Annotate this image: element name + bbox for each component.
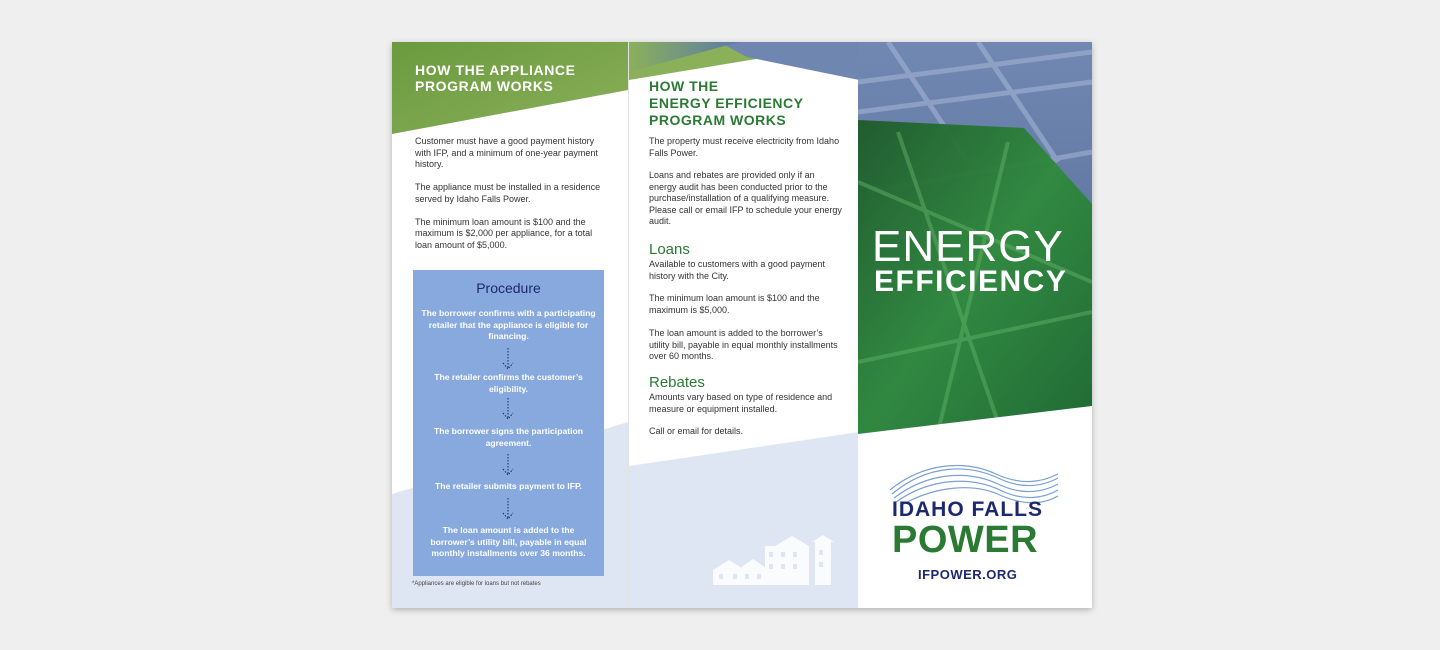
cover-title-energy: ENERGY bbox=[872, 222, 1064, 271]
procedure-step: The retailer submits payment to IFP. bbox=[435, 481, 582, 491]
paragraph: Loans and rebates are provided only if an energy audit has been conducted prior to the purchase/installation of a qualifying measure. Please call or email IFP to schedule your energy audit. bbox=[649, 170, 842, 226]
arrow-down-icon bbox=[498, 398, 518, 422]
appliance-program-panel bbox=[392, 42, 628, 608]
paragraph: Call or email for details. bbox=[649, 426, 744, 436]
logo-text-idaho-falls: IDAHO FALLS bbox=[892, 498, 1043, 521]
paragraph: The minimum loan amount is $100 and the maximum is $2,000 per appliance, for a total loan amount of $5,000. bbox=[415, 216, 593, 250]
paragraph: The minimum loan amount is $100 and the maximum is $5,000. bbox=[649, 293, 820, 315]
loans-heading: Loans bbox=[649, 241, 690, 258]
paragraph: Available to customers with a good payment history with the City. bbox=[649, 259, 825, 281]
procedure-box bbox=[413, 270, 604, 576]
cover-panel bbox=[858, 42, 1092, 608]
procedure-title: Procedure bbox=[476, 280, 541, 296]
energy-efficiency-program-title: HOW THE ENERGY EFFICIENCY PROGRAM WORKS bbox=[649, 78, 804, 128]
footnote: *Appliances are eligible for loans but not rebates bbox=[412, 581, 541, 587]
paragraph: Amounts vary based on type of residence and measure or equipment installed. bbox=[649, 392, 833, 414]
brochure bbox=[392, 42, 1092, 608]
arrow-down-icon bbox=[498, 348, 518, 372]
logo-text-power: POWER bbox=[892, 519, 1039, 561]
appliance-program-title: HOW THE APPLIANCE PROGRAM WORKS bbox=[415, 62, 576, 94]
paragraph: The loan amount is added to the borrower’s utility bill, payable in equal monthly installments over 60 months. bbox=[649, 328, 838, 361]
website-url: IFPOWER.ORG bbox=[918, 567, 1018, 582]
procedure-step: The borrower confirms with a participating retailer that the appliance is eligible for financing. bbox=[421, 308, 596, 341]
cover-title-efficiency: EFFICIENCY bbox=[874, 265, 1068, 298]
arrow-down-icon bbox=[498, 498, 518, 522]
idaho-falls-power-logo bbox=[888, 464, 1063, 594]
energy-efficiency-program-panel bbox=[628, 42, 858, 608]
rebates-heading: Rebates bbox=[649, 374, 705, 391]
paragraph: Customer must have a good payment history with IFP, and a minimum of one-year payment history. bbox=[415, 136, 598, 169]
paragraph: The property must receive electricity from Idaho Falls Power. bbox=[649, 136, 840, 158]
procedure-step: The borrower signs the participation agreement. bbox=[434, 426, 583, 448]
procedure-step: The loan amount is added to the borrower’s utility bill, payable in equal monthly installments over 36 months. bbox=[430, 525, 587, 558]
paragraph: The appliance must be installed in a residence served by Idaho Falls Power. bbox=[415, 182, 601, 204]
appliance-program-text bbox=[415, 136, 610, 263]
arrow-down-icon bbox=[498, 454, 518, 478]
procedure-step: The retailer confirms the customer’s eligibility. bbox=[434, 372, 583, 394]
